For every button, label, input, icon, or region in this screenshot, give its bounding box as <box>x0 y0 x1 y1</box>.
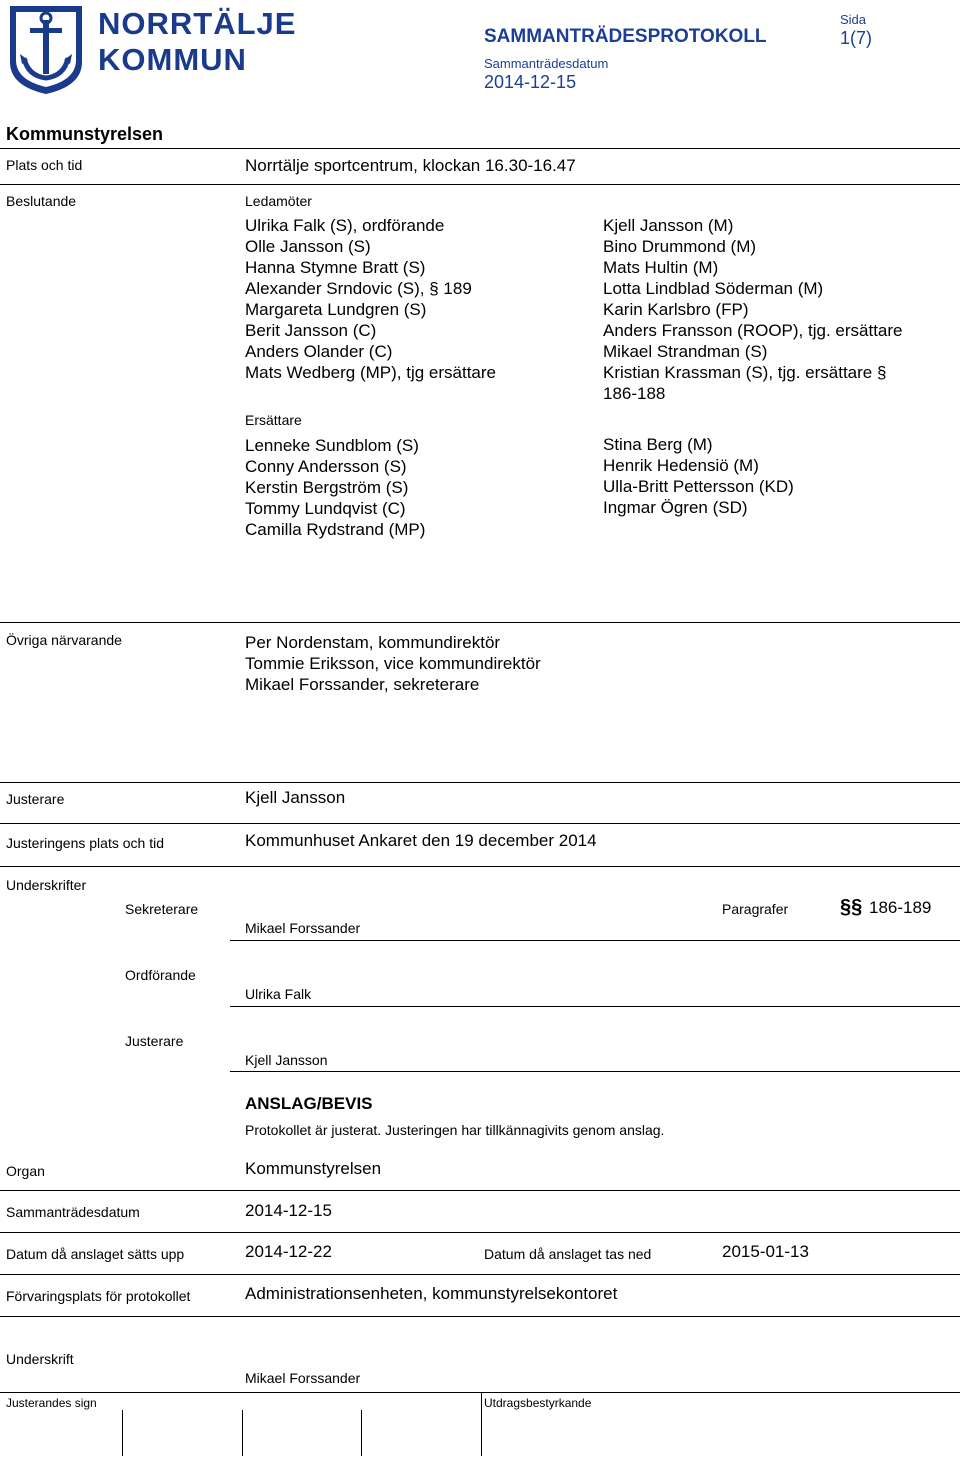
substitutes-left-list <box>245 435 425 540</box>
page-number: 1(7) <box>840 28 873 48</box>
notice-meeting-date-label: Sammanträdesdatum <box>6 1204 140 1220</box>
list-item: Ulla-Britt Pettersson (KD) <box>603 477 794 496</box>
list-item: Bino Drummond (M) <box>603 237 757 256</box>
anchor-crest-icon <box>6 2 86 96</box>
list-item: Ingmar Ögren (SD) <box>603 498 748 517</box>
signature-line <box>230 1071 960 1072</box>
list-item: Anders Olander (C) <box>245 342 393 361</box>
notice-signature-label: Underskrift <box>6 1351 74 1367</box>
others-list <box>245 632 541 695</box>
list-item: Hanna Stymne Bratt (S) <box>245 258 426 277</box>
notice-organ-value: Kommunstyrelsen <box>245 1159 382 1178</box>
paragraph-sign-icon: §§ <box>840 896 863 918</box>
list-item: Camilla Rydstrand (MP) <box>245 520 426 539</box>
list-item: Ulrika Falk (S), ordförande <box>245 216 445 235</box>
divider <box>0 1232 960 1233</box>
signature-line <box>230 1006 960 1007</box>
list-item: Henrik Hedensiö (M) <box>603 456 759 475</box>
meeting-date-value: 2014-12-15 <box>484 72 577 92</box>
chair-label: Ordförande <box>125 967 196 983</box>
list-item: Mats Wedberg (MP), tjg ersättare <box>245 363 496 382</box>
members-left-list <box>245 215 496 383</box>
divider <box>0 782 960 783</box>
notice-removed-label: Datum då anslaget tas ned <box>484 1246 652 1262</box>
organ-heading: Kommunstyrelsen <box>6 124 164 144</box>
divider <box>0 622 960 623</box>
list-item: Per Nordenstam, kommundirektör <box>245 633 501 652</box>
paragraphs-label: Paragrafer <box>722 901 789 917</box>
divider <box>0 823 960 824</box>
notice-storage-label: Förvaringsplats för protokollet <box>6 1288 191 1304</box>
list-item: Kerstin Bergström (S) <box>245 478 409 497</box>
divider <box>0 866 960 867</box>
members-right-list <box>603 215 903 404</box>
adjuster-value: Kjell Jansson <box>245 788 346 807</box>
paragraphs-value-group <box>840 896 931 919</box>
list-item: Conny Andersson (S) <box>245 457 407 476</box>
signature-adjuster-label: Justerare <box>125 1033 184 1049</box>
members-heading: Ledamöter <box>245 193 312 209</box>
list-item: Alexander Srndovic (S), § 189 <box>245 279 472 298</box>
secretary-label: Sekreterare <box>125 901 199 917</box>
notice-signature-name: Mikael Forssander <box>245 1370 361 1386</box>
notice-posted-value: 2014-12-22 <box>245 1242 332 1261</box>
list-item: Mikael Forssander, sekreterare <box>245 675 480 694</box>
others-label: Övriga närvarande <box>6 632 122 648</box>
list-item: Tommie Eriksson, vice kommundirektör <box>245 654 541 673</box>
list-item: Berit Jansson (C) <box>245 321 377 340</box>
logo-text-line1: NORRTÄLJE <box>98 6 297 41</box>
footer-divider <box>0 1392 960 1393</box>
divider <box>0 148 960 149</box>
list-item: Margareta Lundgren (S) <box>245 300 427 319</box>
divider <box>0 1316 960 1317</box>
signatures-label: Underskrifter <box>6 877 87 893</box>
notice-meeting-date-value: 2014-12-15 <box>245 1201 332 1220</box>
list-item: Kjell Jansson (M) <box>603 216 734 235</box>
list-item: 186-188 <box>603 384 666 403</box>
substitutes-heading: Ersättare <box>245 412 302 428</box>
paragraphs-value: 186-189 <box>868 898 932 917</box>
notice-removed-value: 2015-01-13 <box>722 1242 809 1261</box>
signature-adjuster-name: Kjell Jansson <box>245 1052 328 1068</box>
list-item: Lenneke Sundblom (S) <box>245 436 419 455</box>
secretary-name: Mikael Forssander <box>245 920 361 936</box>
notice-text: Protokollet är justerat. Justeringen har tillkännagivits genom anslag. <box>245 1122 665 1138</box>
list-item: Mats Hultin (M) <box>603 258 719 277</box>
notice-storage-value: Administrationsenheten, kommunstyrelsekontoret <box>245 1284 618 1303</box>
adjust-place-value: Kommunhuset Ankaret den 19 december 2014 <box>245 831 597 850</box>
divider <box>0 184 960 185</box>
list-item: Kristian Krassman (S), tjg. ersättare § <box>603 363 887 382</box>
adjuster-label: Justerare <box>6 791 65 807</box>
list-item: Olle Jansson (S) <box>245 237 371 256</box>
place-label: Plats och tid <box>6 157 83 173</box>
footer-extract-label: Utdragsbestyrkande <box>484 1396 592 1410</box>
divider <box>0 1274 960 1275</box>
meeting-date-label: Sammanträdesdatum <box>484 56 609 71</box>
sign-box-divider <box>481 1392 482 1456</box>
signature-line <box>230 940 960 941</box>
list-item: Lotta Lindblad Söderman (M) <box>603 279 824 298</box>
decisive-label: Beslutande <box>6 193 77 209</box>
adjust-place-label: Justeringens plats och tid <box>6 835 164 851</box>
notice-organ-label: Organ <box>6 1163 45 1179</box>
municipality-logo <box>6 2 297 98</box>
sign-box-divider <box>242 1410 243 1456</box>
list-item: Mikael Strandman (S) <box>603 342 768 361</box>
footer-sign-label: Justerandes sign <box>6 1396 97 1410</box>
substitutes-right-list <box>603 434 794 518</box>
sign-box-divider <box>122 1410 123 1456</box>
divider <box>0 1190 960 1191</box>
list-item: Tommy Lundqvist (C) <box>245 499 406 518</box>
document-title: SAMMANTRÄDESPROTOKOLL <box>484 26 767 47</box>
page-label: Sida <box>840 12 867 27</box>
notice-posted-label: Datum då anslaget sätts upp <box>6 1246 185 1262</box>
chair-name: Ulrika Falk <box>245 986 312 1002</box>
list-item: Anders Fransson (ROOP), tjg. ersättare <box>603 321 903 340</box>
logo-text-line2: KOMMUN <box>98 42 247 77</box>
place-value: Norrtälje sportcentrum, klockan 16.30-16.47 <box>245 156 576 175</box>
sign-box-divider <box>361 1410 362 1456</box>
list-item: Karin Karlsbro (FP) <box>603 300 749 319</box>
notice-title: ANSLAG/BEVIS <box>245 1094 373 1113</box>
list-item: Stina Berg (M) <box>603 435 713 454</box>
